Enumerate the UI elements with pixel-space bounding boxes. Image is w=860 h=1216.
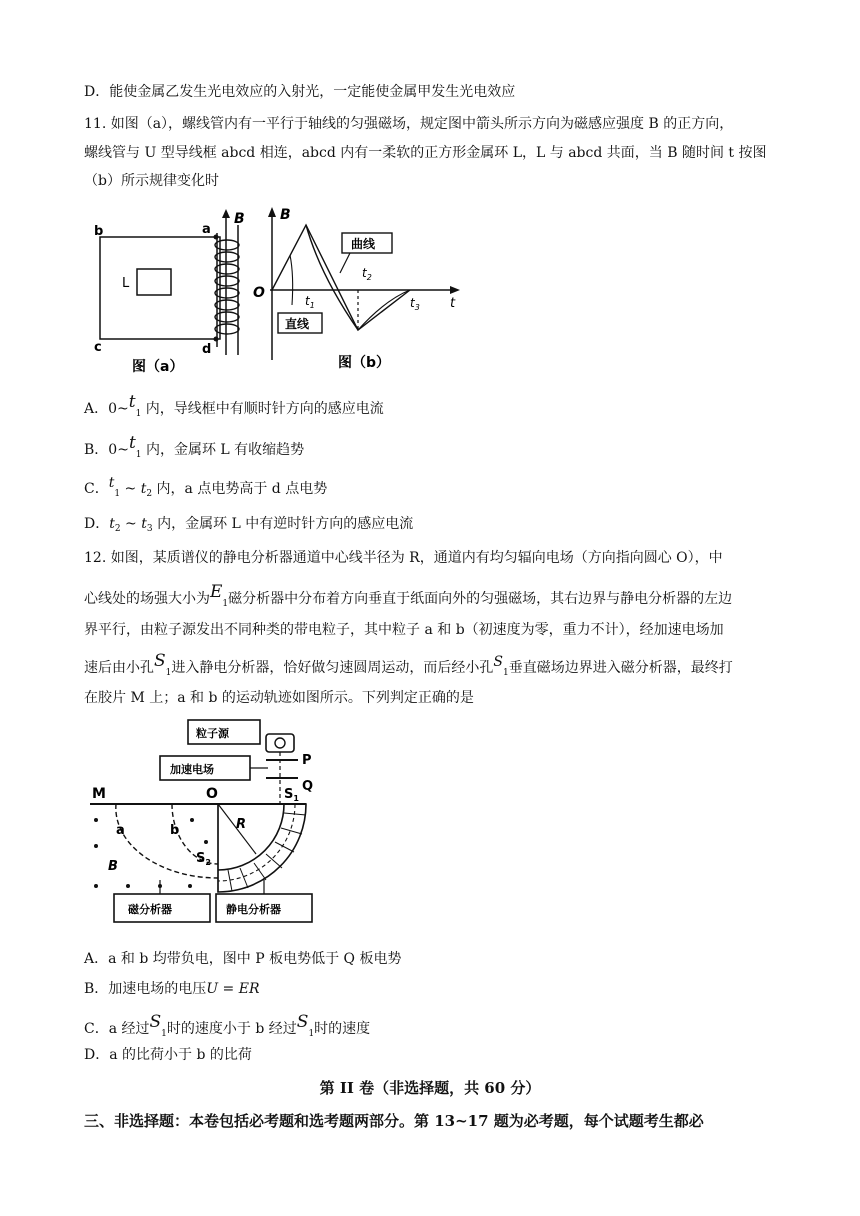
q11-figure-a bbox=[90, 205, 260, 375]
fig-b-label-B: B bbox=[280, 207, 291, 223]
fig-a-label-b: b bbox=[94, 224, 104, 239]
q12-stem-line-4: 速后由小孔$S_1$进入静电分析器，恰好做匀速圆周运动，而后经小孔$S_1$垂直磁场边界进入磁分析器，最终打 bbox=[84, 651, 733, 678]
q11-option-a: A．$0\sim t_1$ 内，导线框中有顺时针方向的感应电流 bbox=[84, 392, 384, 419]
accel-box-label: 加速电场 bbox=[170, 763, 214, 776]
q10-option-d: D．能使金属乙发生光电效应的入射光，一定能使金属甲发生光电效应 bbox=[84, 84, 516, 100]
q11-stem-line-3: （b）所示规律变化时 bbox=[84, 173, 219, 189]
fig-a-caption: 图（a） bbox=[132, 359, 184, 375]
label-P: P bbox=[302, 753, 312, 768]
label-a: a bbox=[116, 823, 125, 838]
q12-stem-line-5: 在胶片 M 上；a 和 b 的运动轨迹如图所示。下列判定正确的是 bbox=[84, 690, 474, 706]
mag-box-label: 磁分析器 bbox=[128, 903, 172, 916]
label-S2: $S_2$ bbox=[196, 851, 211, 867]
label-S1: $S_1$ bbox=[284, 787, 299, 803]
section-title: 第 II 卷（非选择题，共 60 分） bbox=[319, 1079, 541, 1097]
q11-stem-line-1: 11. 如图（a），螺线管内有一平行于轴线的匀强磁场，规定图中箭头所示方向为磁感应强度 B 的正方向， bbox=[84, 116, 734, 132]
fig-b-label-t1: $t_1$ bbox=[305, 294, 315, 310]
fig-b-label-t2: $t_2$ bbox=[362, 266, 372, 282]
q12-stem-line-1: 12. 如图，某质谱仪的静电分析器通道中心线半径为 R，通道内有均匀辐向电场（方向指向圆心 O），中 bbox=[84, 550, 723, 566]
fig-a-label-c: c bbox=[94, 340, 102, 355]
label-R: R bbox=[236, 817, 247, 832]
label-O: O bbox=[206, 786, 218, 802]
q12-stem-line-3: 界平行，由粒子源发出不同种类的带电粒子，其中粒子 a 和 b（初速度为零，重力不计），经加速电场加 bbox=[84, 622, 724, 638]
q12-stem-line-2: 心线处的场强大小为$E_1$磁分析器中分布着方向垂直于纸面向外的匀强磁场，其右边界与静电分析器的左边 bbox=[84, 582, 733, 609]
fig-b-label-t3: $t_3$ bbox=[410, 296, 420, 312]
q12-option-a: A．a 和 b 均带负电，图中 P 板电势低于 Q 板电势 bbox=[84, 951, 402, 967]
fig-b-label-O: O bbox=[253, 285, 265, 301]
label-b: b bbox=[170, 823, 180, 838]
q12-figure bbox=[88, 718, 338, 928]
q11-option-b: B．$0\sim t_1$ 内，金属环 L 有收缩趋势 bbox=[84, 433, 305, 460]
label-Q: Q bbox=[302, 779, 314, 794]
fig-a-label-L: L bbox=[122, 276, 130, 291]
section-heading: 三、非选择题：本卷包括必考题和选考题两部分。第 13~17 题为必考题，每个试题考生都必 bbox=[84, 1112, 704, 1130]
fig-b-caption: 图（b） bbox=[338, 355, 391, 371]
q12-option-b: B．加速电场的电压U = ER bbox=[84, 981, 260, 997]
fig-a-label-B: B bbox=[234, 211, 245, 227]
q11-option-c: C．$t_1$ ~ $t_2$ 内，a 点电势高于 d 点电势 bbox=[84, 475, 328, 499]
fig-b-curve-tag: 曲线 bbox=[351, 237, 376, 251]
fig-b-line-tag: 直线 bbox=[285, 317, 310, 331]
fig-b-label-t: t bbox=[450, 296, 456, 311]
q12-option-c: C．a 经过$S_1$时的速度小于 b 经过$S_1$时的速度 bbox=[84, 1012, 371, 1039]
source-box-label: 粒子源 bbox=[196, 727, 229, 740]
label-M: M bbox=[92, 786, 106, 802]
q11-stem-line-2: 螺线管与 U 型导线框 abcd 相连，abcd 内有一柔软的正方形金属环 L，L 与 abcd 共面，当 B 随时间 t 按图 bbox=[84, 145, 767, 161]
elec-box-label: 静电分析器 bbox=[226, 903, 281, 916]
fig-a-label-d: d bbox=[202, 342, 212, 357]
fig-a-label-a: a bbox=[202, 222, 211, 237]
q12-option-d: D．a 的比荷小于 b 的比荷 bbox=[84, 1047, 252, 1063]
label-B: B bbox=[108, 859, 118, 874]
q11-figure-b bbox=[250, 205, 465, 375]
q11-option-d: D．$t_2$ ~ $t_3$ 内，金属环 L 中有逆时针方向的感应电流 bbox=[84, 516, 414, 534]
